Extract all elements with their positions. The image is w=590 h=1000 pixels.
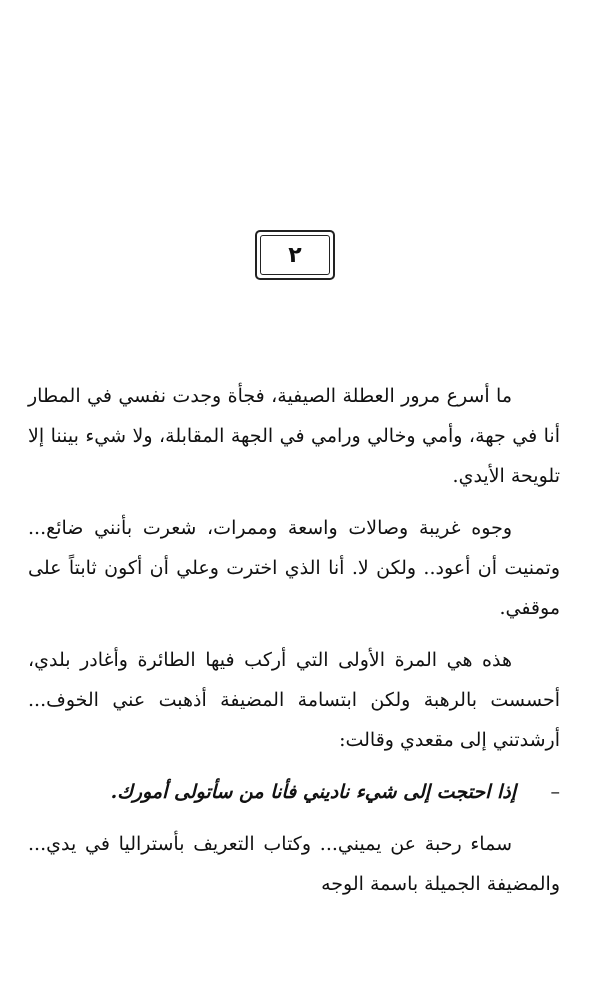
paragraph-2: وجوه غريبة وصالات واسعة وممرات، شعرت بأنني ضائع... وتمنيت أن أعود.. ولكن لا. أنا الذي اخترت وعلي أن أكون ثابتاً على موقفي. (28, 517, 560, 619)
paragraph-4: سماء رحبة عن يميني... وكتاب التعريف بأستراليا في يدي... والمضيفة الجميلة باسمة الوجه (28, 833, 560, 895)
quote-dash: – (550, 781, 560, 803)
quote-text: إذا احتجت إلى شيء ناديني فأنا من سأتولى أمورك. (110, 781, 516, 803)
chapter-number: ٢ (260, 235, 330, 275)
paragraph-3: هذه هي المرة الأولى التي أركب فيها الطائرة وأغادر بلدي، أحسست بالرهبة ولكن ابتسامة المضيفة أذهبت عني الخوف... أرشدتني إلى مقعدي وقالت: (28, 649, 560, 751)
dialogue-quote (28, 772, 560, 812)
page-text (28, 376, 560, 916)
paragraph-1: ما أسرع مرور العطلة الصيفية، فجأة وجدت نفسي في المطار أنا في جهة، وأمي وخالي ورامي في الجهة المقابلة، ولا شيء بيننا إلا تلويحة الأيدي. (28, 385, 560, 487)
chapter-number-frame (255, 230, 335, 280)
